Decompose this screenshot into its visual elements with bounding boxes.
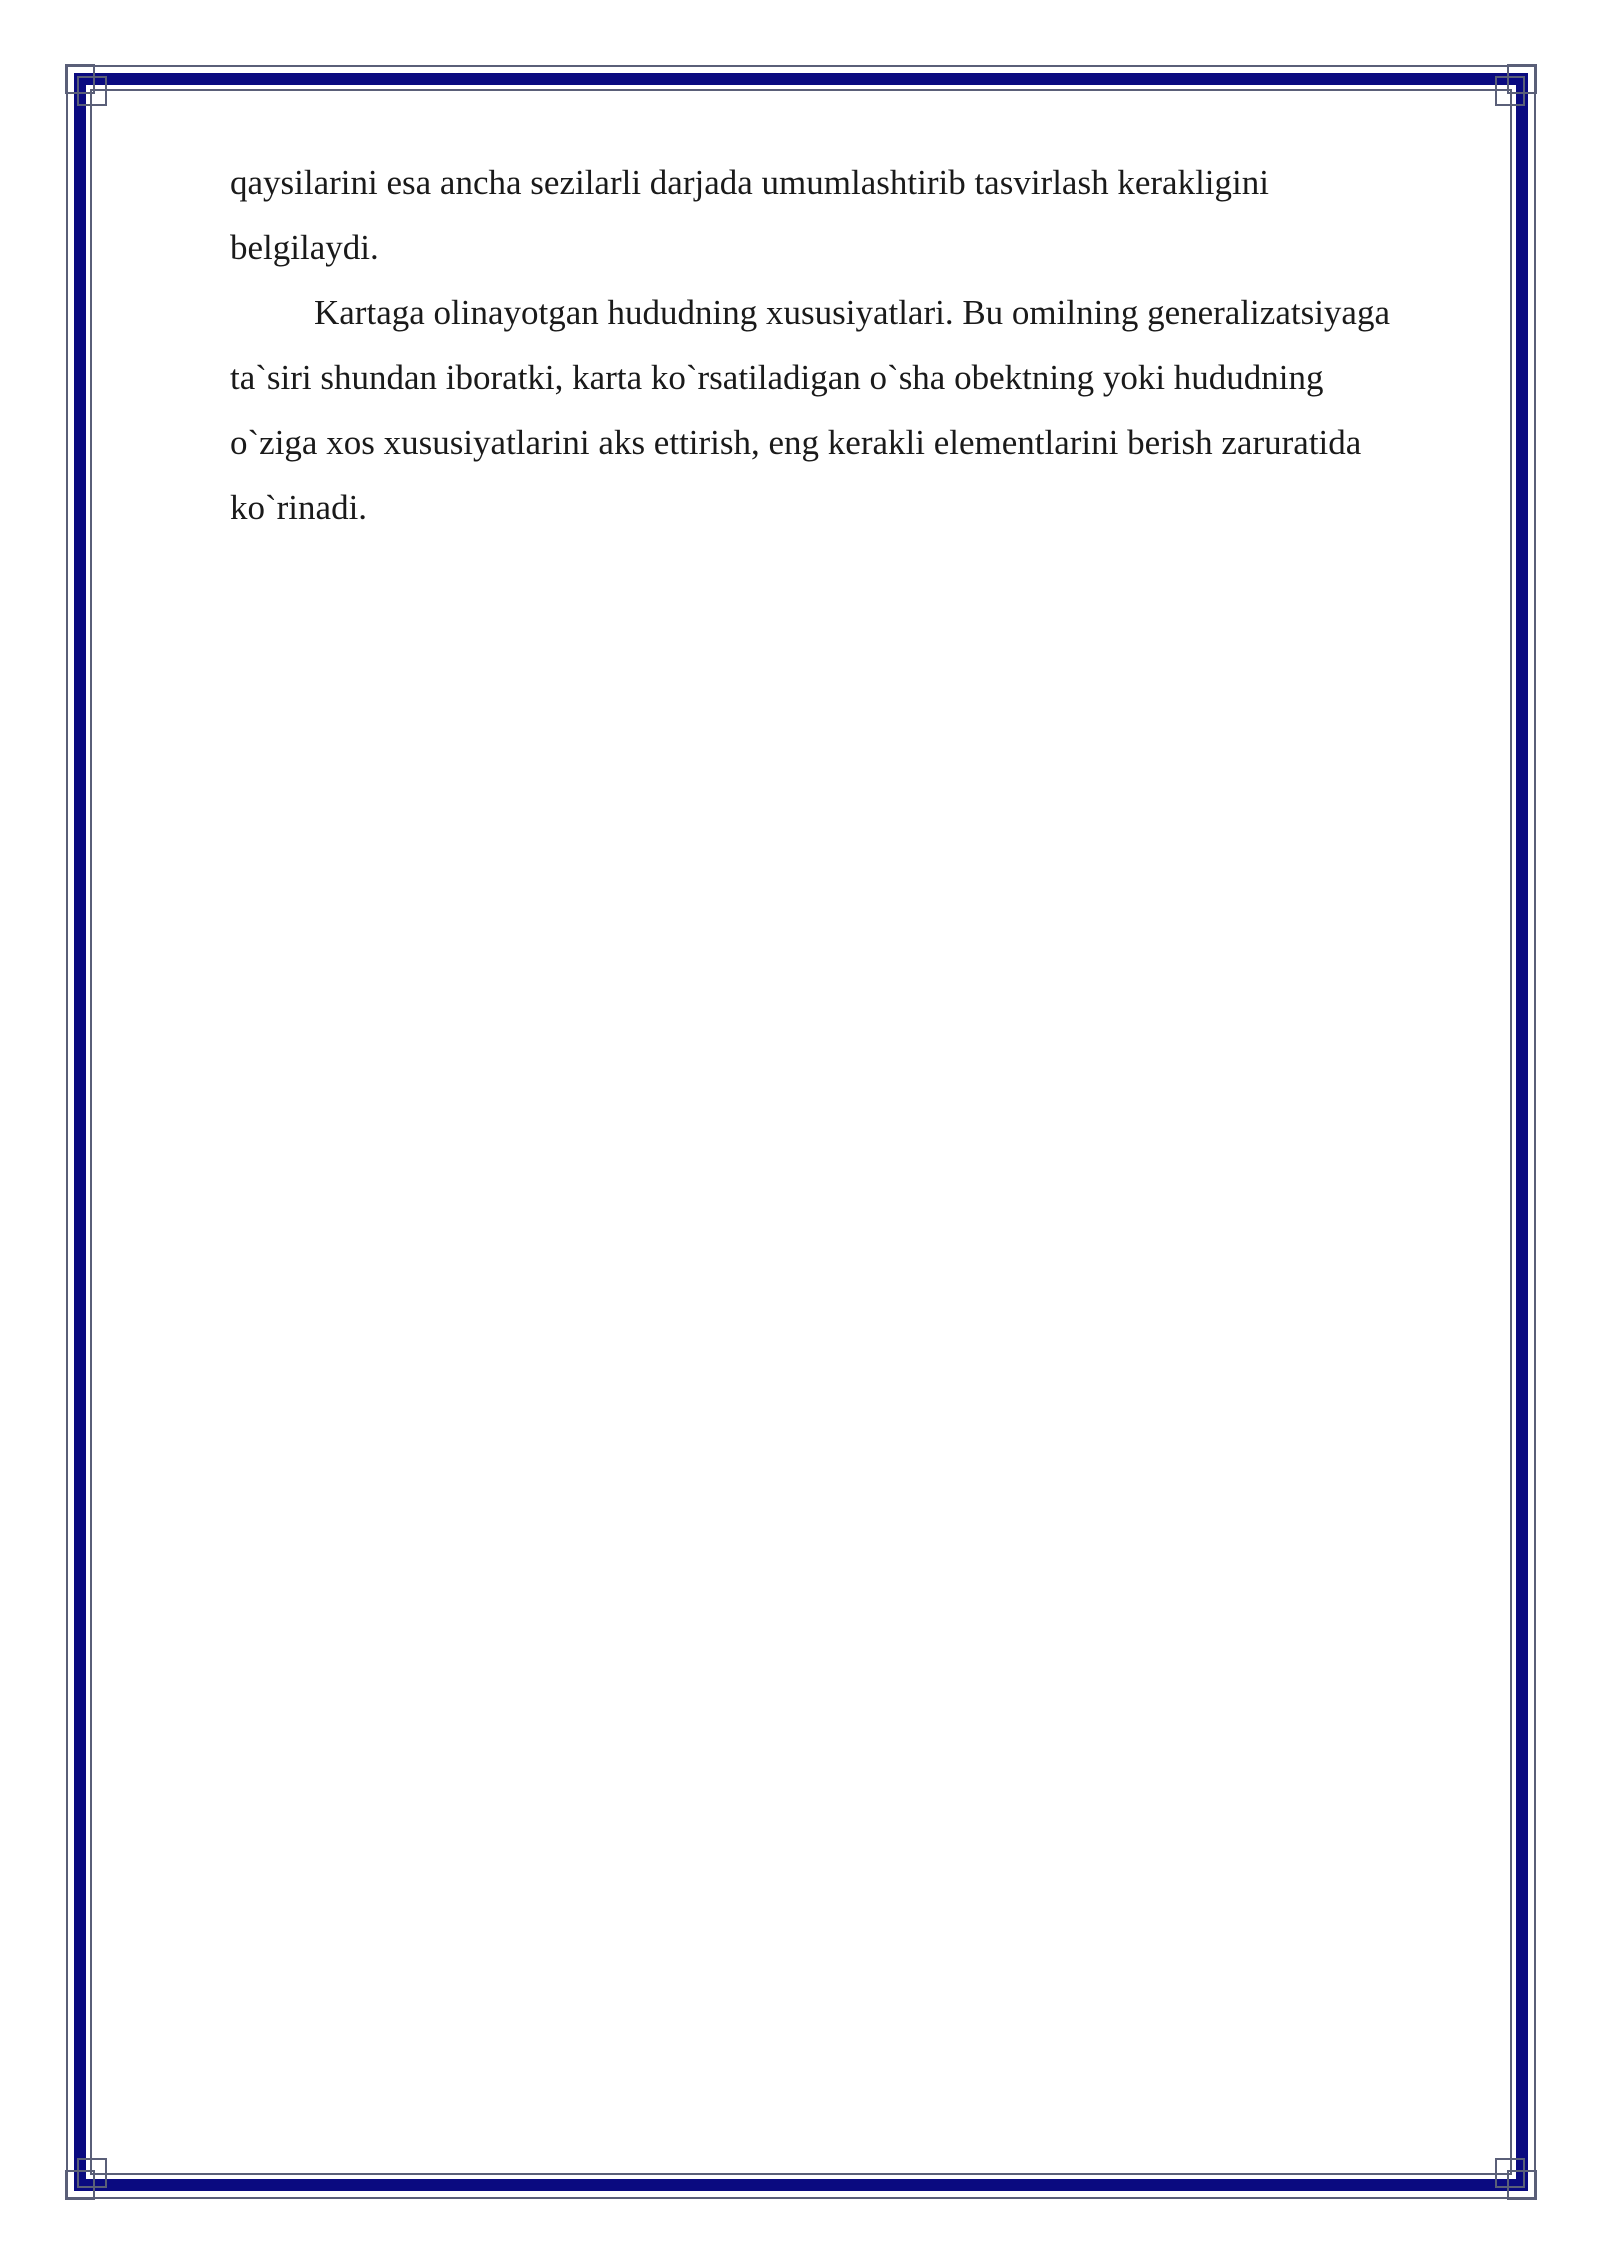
text-line: qaysilarini esa ancha sezilarli darjada umumlashtirib tasvirlash kerakligini (230, 163, 1269, 202)
paragraph-first-line: Kartaga olinayotgan hududning xususiyatlari. Bu omilning generalizatsiyaga (314, 293, 1390, 332)
text-line: o`ziga xos xususiyatlarini aks ettirish, eng kerakli elementlarini berish zaruratida (230, 423, 1362, 462)
text-line: ta`siri shundan iboratki, karta ko`rsatiladigan o`sha obektning yoki hududning (230, 358, 1324, 397)
text-line: ko`rinadi. (230, 488, 368, 527)
border-corner-ornament-top-left (64, 63, 108, 107)
body-text (230, 150, 1480, 540)
border-corner-ornament-bottom-right (1494, 2157, 1538, 2201)
border-corner-ornament-top-right (1494, 63, 1538, 107)
border-corner-ornament-bottom-left (64, 2157, 108, 2201)
text-line: belgilaydi. (230, 228, 379, 267)
